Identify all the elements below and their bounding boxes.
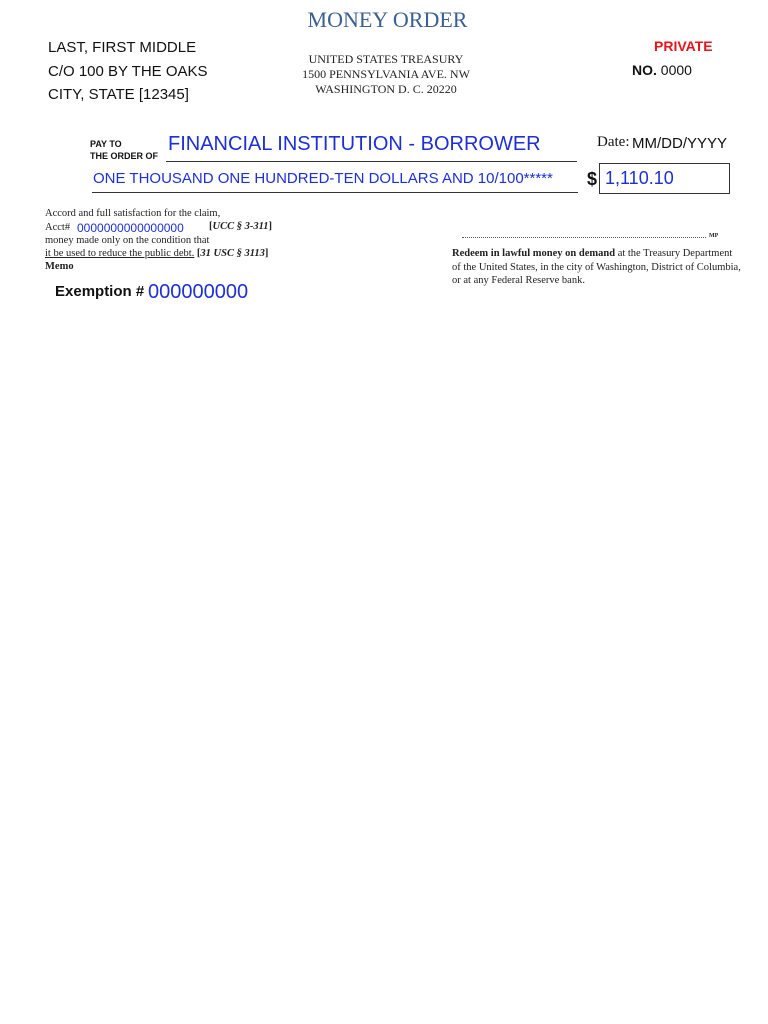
- pay-to-label-line1: PAY TO: [90, 139, 122, 149]
- memo-label: Memo: [45, 261, 74, 272]
- redemption-notice: [452, 247, 742, 288]
- memo-line-condition: money made only on the condition that: [45, 235, 210, 246]
- pay-to-label: [90, 138, 158, 162]
- drawee-street: 1500 PENNSYLVANIA AVE. NW: [302, 67, 470, 81]
- exemption-number-field[interactable]: 000000000: [148, 281, 249, 303]
- amount-in-words-field[interactable]: ONE THOUSAND ONE HUNDRED-TEN DOLLARS AND 10/100*****: [93, 170, 553, 187]
- exemption-label: Exemption #: [55, 283, 145, 300]
- pay-to-label-line2: THE ORDER OF: [90, 151, 159, 161]
- date-field[interactable]: MM/DD/YYYY: [632, 135, 728, 152]
- date-label: Date:: [597, 134, 630, 150]
- acct-label: Acct#: [45, 222, 71, 233]
- private-label: PRIVATE: [654, 38, 713, 54]
- usc-reference-text: 31 USC § 3113: [200, 248, 265, 259]
- payer-city-state: CITY, STATE [12345]: [48, 86, 189, 103]
- ucc-reference: [UCC § 3-311]: [209, 221, 273, 232]
- drawee-name: UNITED STATES TREASURY: [308, 52, 464, 66]
- payee-field[interactable]: FINANCIAL INSTITUTION - BORROWER: [168, 133, 541, 155]
- drawee-city: WASHINGTON D. C. 20220: [315, 82, 457, 96]
- memo-line-claim: Accord and full satisfaction for the claim,: [45, 208, 221, 219]
- acct-number-field[interactable]: 0000000000000000: [77, 221, 184, 235]
- order-number: [632, 62, 692, 78]
- payer-name: LAST, FIRST MIDDLE: [48, 39, 197, 56]
- memo-line-debt-text: it be used to reduce the public debt.: [45, 248, 195, 259]
- memo-line-debt: it be used to reduce the public debt. [31 USC § 3113]: [45, 248, 269, 259]
- amount-words-underline: [92, 192, 578, 193]
- document-title: MONEY ORDER: [307, 7, 468, 32]
- order-number-label: NO.: [632, 62, 657, 78]
- payer-address: C/O 100 BY THE OAKS: [48, 63, 208, 80]
- amount-field[interactable]: 1,110.10: [605, 168, 674, 188]
- redemption-notice-bold: Redeem in lawful money on demand: [452, 248, 616, 259]
- signature-line[interactable]: [462, 237, 706, 238]
- redemption-notice-text: at the Treasury Department of the United States, in the city of Washington, District of Columbia, or at any Federal Reserve bank.: [452, 248, 741, 286]
- dollar-sign: $: [587, 169, 598, 189]
- ucc-reference-text: UCC § 3-311: [212, 221, 269, 232]
- payee-underline: [166, 161, 577, 162]
- order-number-value: 0000: [660, 62, 692, 78]
- signature-mark: MP: [709, 233, 719, 239]
